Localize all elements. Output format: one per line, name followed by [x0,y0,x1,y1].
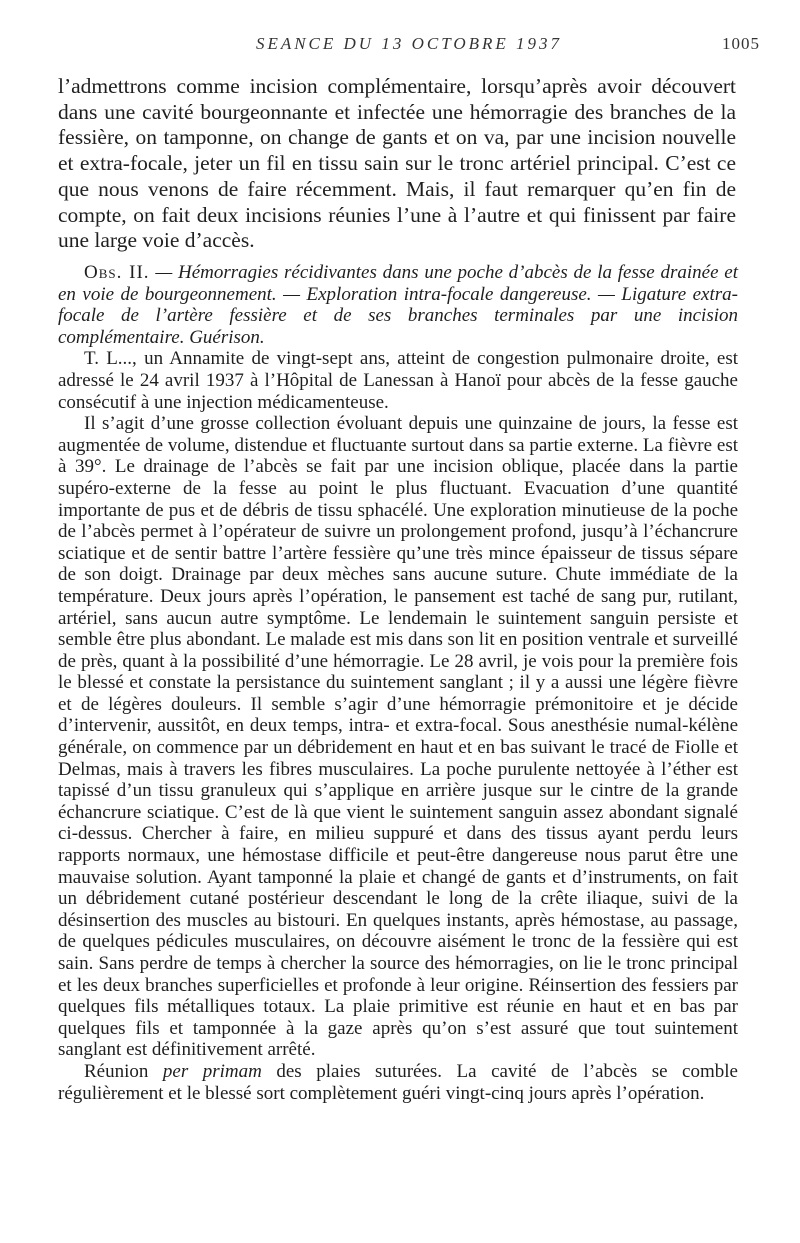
observation-heading [58,262,738,348]
observation-section [58,262,738,1104]
final-text-after: des plaies suturées. La cavité de l’abcès se comble régulièrement et le blessé sort complètement guéri vingt-cinq jours après l’opération. [58,1060,738,1104]
observation-paragraph-2: Il s’agit d’une grosse collection évoluant depuis une quinzaine de jours, la fesse est augmentée de volume, distendue et fluctuante surtout dans sa partie externe. La fièvre est à 39°. Le drainage de l’abcès se fait par une incision oblique, placée dans la partie supéro-externe de la fesse au point le plus fluctuant. Evacuation d’une quantité importante de pus et de débris de tissu sphacélé. Une exploration minutieuse de la poche de l’abcès permet à l’opérateur de suivre un prolongement profond, jusqu’à l’échancrure sciatique et de sentir battre l’artère fessière qu’une très mince épaisseur de tissus sépare de son doigt. Drainage par deux mèches sans aucune suture. Chute immédiate de la température. Deux jours après l’opération, le pansement est taché de sang pur, rutilant, artériel, sans aucun autre symptôme. Le lendemain le suintement sanguin persiste et semble être plus abondant. Le malade est mis dans son lit en position ventrale et surveillé de près, quant à la possibilité d’une hémorragie. Le 28 avril, je vois pour la première fois le blessé et constate la persistance du suintement sanglant ; il y a aussi une légère fièvre et de légères douleurs. Il semble s’agir d’une hémorragie prémonitoire et je décide d’intervenir, aussitôt, en deux temps, intra- et extra-focal. Sous anesthésie numal-kélène générale, on commence par un débridement en haut et en bas suivant le tracé de Fiolle et Delmas, mais à travers les fibres musculaires. La poche purulente nettoyée à l’éther est tapissé d’un tissu granuleux qui s’applique en arrière jusque sur le cintre de la grande échancrure sciatique. C’est de là que vient le suintement sanguin assez abondant signalé ci-dessus. Chercher à faire, en milieu suppuré et dans des tissus ayant perdu leurs rapports normaux, une hémostase difficile et peut-être dangereuse nous parut être une mauvaise solution. Ayant tamponné la plaie et changé de gants et d’instruments, on fait un débridement cutané postérieur descendant le long de la crête iliaque, suivi de la désinsertion des muscles au bistouri. En quelques instants, après hémostase, au passage, de quelques pédicules musculaires, on découvre aisément le tronc de la fessière qui est sain. Sans perdre de temps à chercher la source des hémorragies, on lie le tronc principal et les deux branches superficielles et profonde à leur origine. Réinsertion des fessiers par quelques fils métalliques totaux. La plaie primitive est réunie en haut et en bas par quelques fils et tamponnée à la gaze après qu’on s’est assuré que tout suintement sanglant est définitivement arrêté. [58,413,738,1061]
running-head: SEANCE DU 13 OCTOBRE 1937 [255,34,563,53]
observation-title: — Hémorragies récidivantes dans une poche d’abcès de la fesse drainée et en voie de bourgeonnement. — Exploration intra-focale dangereuse. — Ligature extra-focale de l’artère fessière et de ses branches terminales par une incision complémentaire. Guérison. [58,262,739,348]
page-number: 1005 [722,34,760,53]
observation-label: Obs. II. [84,262,150,283]
intro-paragraph: l’admettrons comme incision complémentaire, lorsqu’après avoir découvert dans une cavité bourgeonnante et infectée une hémorragie des branches de la fessière, on tamponne, on change de gants et on va, par une incision nouvelle et extra-focale, jeter un fil en tissu sain sur le tronc artériel principal. C’est ce que nous venons de faire récemment. Mais, il faut remarquer qu’en fin de compte, on fait deux incisions réunies l’une à l’autre et qui finissent par faire une large voie d’accès. [58,74,736,253]
intro-section [58,74,736,254]
page-header [58,34,760,58]
latin-term: per primam [162,1060,262,1082]
observation-final-paragraph [58,1061,738,1104]
final-text-before: Réunion [84,1060,163,1082]
observation-paragraph-1: T. L..., un Annamite de vingt-sept ans, atteint de congestion pulmonaire droite, est adressé le 24 avril 1937 à l’Hôpital de Lanessan à Hanoï pour abcès de la fesse gauche consécutif à une injection médicamenteuse. [58,348,738,413]
